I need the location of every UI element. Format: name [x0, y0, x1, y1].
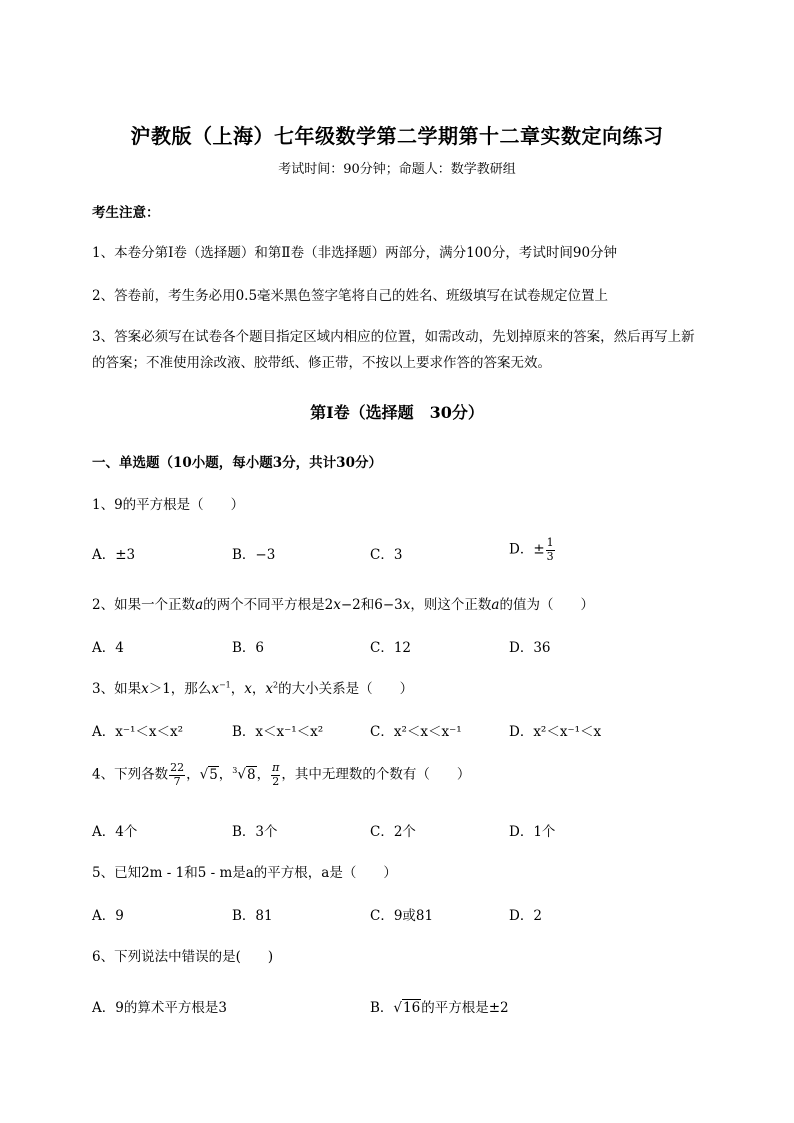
q1-d-numerator: 1 — [546, 536, 554, 549]
notes-heading: 考生注意： — [92, 205, 160, 221]
q6-b-suffix: 的平方根是±2 — [421, 1000, 509, 1016]
q2-stem-part: −2和6−3 — [340, 597, 403, 613]
q6-b-prefix: B． — [370, 1000, 394, 1016]
q1-option-d-fraction — [546, 537, 555, 563]
q4-option-d: D．1个 — [509, 824, 556, 840]
q2-stem-part: 的两个不同平方根是2 — [203, 597, 334, 613]
q2-var-a: a — [195, 597, 204, 613]
q4-separator: ， — [256, 766, 271, 783]
q4-separator: ， — [218, 766, 233, 783]
note-item-3: 3、答案必须写在试卷各个题目指定区域内相应的位置，如需改动，先划掉原来的答案，然后再写上新 — [92, 329, 695, 345]
q4-fraction-22-7 — [169, 762, 185, 788]
cube-root-icon: √ — [237, 766, 246, 783]
q4-fraction-pi-2 — [271, 762, 280, 788]
q1-d-denominator: 3 — [546, 549, 554, 563]
q3-var-x: x — [265, 681, 273, 697]
q5-option-d: D．2 — [509, 908, 542, 924]
q4-f1-denominator: 7 — [173, 774, 181, 788]
q2-option-b: B．6 — [232, 640, 265, 656]
part-heading: 一、单选题（10小题，每小题3分，共计30分） — [92, 455, 382, 471]
note-item-2: 2、答卷前，考生务必用0.5毫米黑色签字笔将自己的姓名、班级填写在试卷规定位置上 — [92, 288, 609, 304]
q3-var-x: x — [244, 681, 252, 697]
note-item-1: 1、本卷分第Ⅰ卷（选择题）和第Ⅱ卷（非选择题）两部分，满分100分，考试时间90分钟 — [92, 245, 618, 261]
q3-option-b: B．x＜x⁻¹＜x² — [232, 724, 324, 740]
q2-option-d: D．36 — [509, 640, 551, 656]
q5-option-a: A．9 — [92, 908, 124, 924]
q4-f2-numerator: π — [272, 761, 280, 774]
question-4-stem — [92, 762, 470, 788]
q3-option-a: A．x⁻¹＜x＜x² — [92, 724, 184, 740]
note-item-3-cont: 的答案；不准使用涂改液、胶带纸、修正带，不按以上要求作答的答案无效。 — [92, 355, 551, 371]
q4-stem-part: ，其中无理数的个数有（ ） — [281, 766, 471, 783]
q4-option-b: B．3个 — [232, 824, 278, 840]
q2-option-a: A．4 — [92, 640, 124, 656]
q4-f2-denominator: 2 — [272, 774, 280, 788]
q2-stem-part: 的值为（ ） — [499, 597, 594, 613]
q2-var-a: a — [491, 597, 500, 613]
question-5-stem: 5、已知2m - 1和5 - m是a的平方根，a是（ ） — [92, 865, 397, 881]
question-3-stem — [92, 677, 413, 697]
q1-option-d-prefix: D．± — [509, 541, 545, 558]
q3-stem-part: ， — [230, 681, 245, 697]
q4-f1-numerator: 22 — [170, 761, 185, 774]
page-title: 沪教版（上海）七年级数学第二学期第十二章实数定向练习 — [130, 124, 664, 148]
q4-stem-part: 4、下列各数 — [92, 766, 169, 783]
q4-option-c: C．2个 — [370, 824, 416, 840]
q3-exponent: 2 — [272, 680, 279, 690]
q3-stem-part: ＞1，那么 — [148, 681, 212, 697]
q1-option-d — [509, 537, 556, 563]
q2-var-x: x — [333, 597, 341, 613]
q2-var-x: x — [402, 597, 411, 613]
sqrt-icon: √ — [393, 1000, 403, 1016]
q3-stem-part: 3、如果 — [92, 681, 142, 697]
q4-cbrt-index: 3 — [232, 766, 238, 776]
q2-stem-part: ，则这个正数 — [410, 597, 492, 613]
q6-sqrt-16: 16 — [403, 1000, 421, 1016]
q3-var-x: x — [211, 681, 219, 697]
q6-option-b — [370, 996, 509, 1016]
question-6-stem: 6、下列说法中错误的是( ) — [92, 949, 274, 965]
q4-sqrt-5: 5 — [209, 766, 218, 783]
q2-stem-part: 2、如果一个正数 — [92, 597, 196, 613]
q3-option-d: D．x²＜x⁻¹＜x — [509, 724, 602, 740]
q3-stem-part: ， — [251, 681, 266, 697]
q2-option-c: C．12 — [370, 640, 412, 656]
section-title: 第Ⅰ卷（选择题 30分） — [310, 403, 484, 422]
q5-option-c: C．9或81 — [370, 908, 434, 924]
question-1-stem: 1、9的平方根是（ ） — [92, 497, 245, 513]
q3-exponent: −1 — [218, 680, 231, 690]
q1-option-a: A．±3 — [92, 547, 136, 563]
q5-option-b: B．81 — [232, 908, 273, 924]
page-subtitle: 考试时间：90分钟；命题人：数学教研组 — [278, 162, 516, 177]
q4-option-a: A．4个 — [92, 824, 138, 840]
q3-option-c: C．x²＜x＜x⁻¹ — [370, 724, 462, 740]
q4-cbrt-8: 8 — [247, 766, 256, 783]
q1-option-c: C．3 — [370, 547, 403, 563]
q3-var-x: x — [141, 681, 149, 697]
q4-separator: ， — [186, 766, 200, 783]
q1-option-b: B．−3 — [232, 547, 276, 563]
question-2-stem — [92, 593, 594, 613]
q3-stem-part: 的大小关系是（ ） — [278, 681, 414, 697]
q6-option-a: A．9的算术平方根是3 — [92, 1000, 227, 1016]
sqrt-icon: √ — [199, 766, 209, 783]
